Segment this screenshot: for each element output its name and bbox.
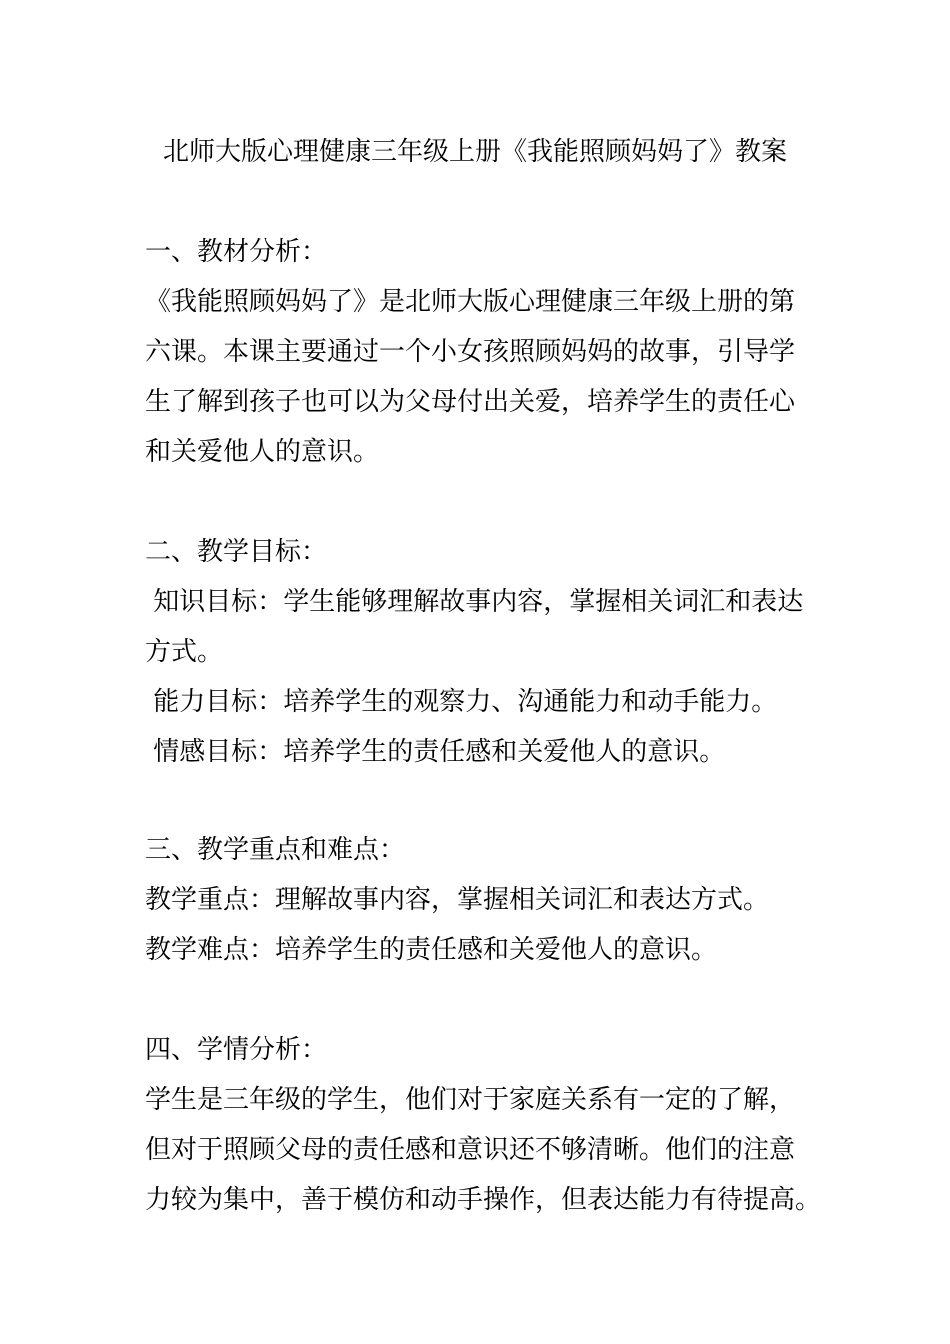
section2-heading: 二、教学目标： xyxy=(145,537,328,567)
section2-line: 能力目标：培养学生的观察力、沟通能力和动手能力。 xyxy=(145,687,778,717)
section1-line: 和关爱他人的意识。 xyxy=(145,437,380,467)
document-title: 北师大版心理健康三年级上册《我能照顾妈妈了》教案 xyxy=(162,137,787,167)
section2-line: 知识目标：学生能够理解故事内容，掌握相关词汇和表达 xyxy=(145,587,804,617)
section1-line: 六课。本课主要通过一个小女孩照顾妈妈的故事，引导学 xyxy=(145,337,796,367)
section1-line: 《我能照顾妈妈了》是北师大版心理健康三年级上册的第 xyxy=(145,287,796,317)
section4-heading: 四、学情分析： xyxy=(145,1035,328,1065)
section2-line: 方式。 xyxy=(145,637,224,667)
section3-line: 教学难点：培养学生的责任感和关爱他人的意识。 xyxy=(145,935,718,965)
section1-line: 生了解到孩子也可以为父母付出关爱，培养学生的责任心 xyxy=(145,387,796,417)
section3-line: 教学重点：理解故事内容，掌握相关词汇和表达方式。 xyxy=(145,885,770,915)
section2-line: 情感目标：培养学生的责任感和关爱他人的意识。 xyxy=(145,737,726,767)
section4-line: 但对于照顾父母的责任感和意识还不够清晰。他们的注意 xyxy=(145,1135,796,1165)
section1-heading: 一、教材分析： xyxy=(145,237,328,267)
section4-line: 学生是三年级的学生，他们对于家庭关系有一定的了解， xyxy=(145,1085,796,1115)
section4-line: 力较为集中，善于模仿和动手操作，但表达能力有待提高。 xyxy=(145,1185,822,1215)
section3-heading: 三、教学重点和难点： xyxy=(145,835,406,865)
